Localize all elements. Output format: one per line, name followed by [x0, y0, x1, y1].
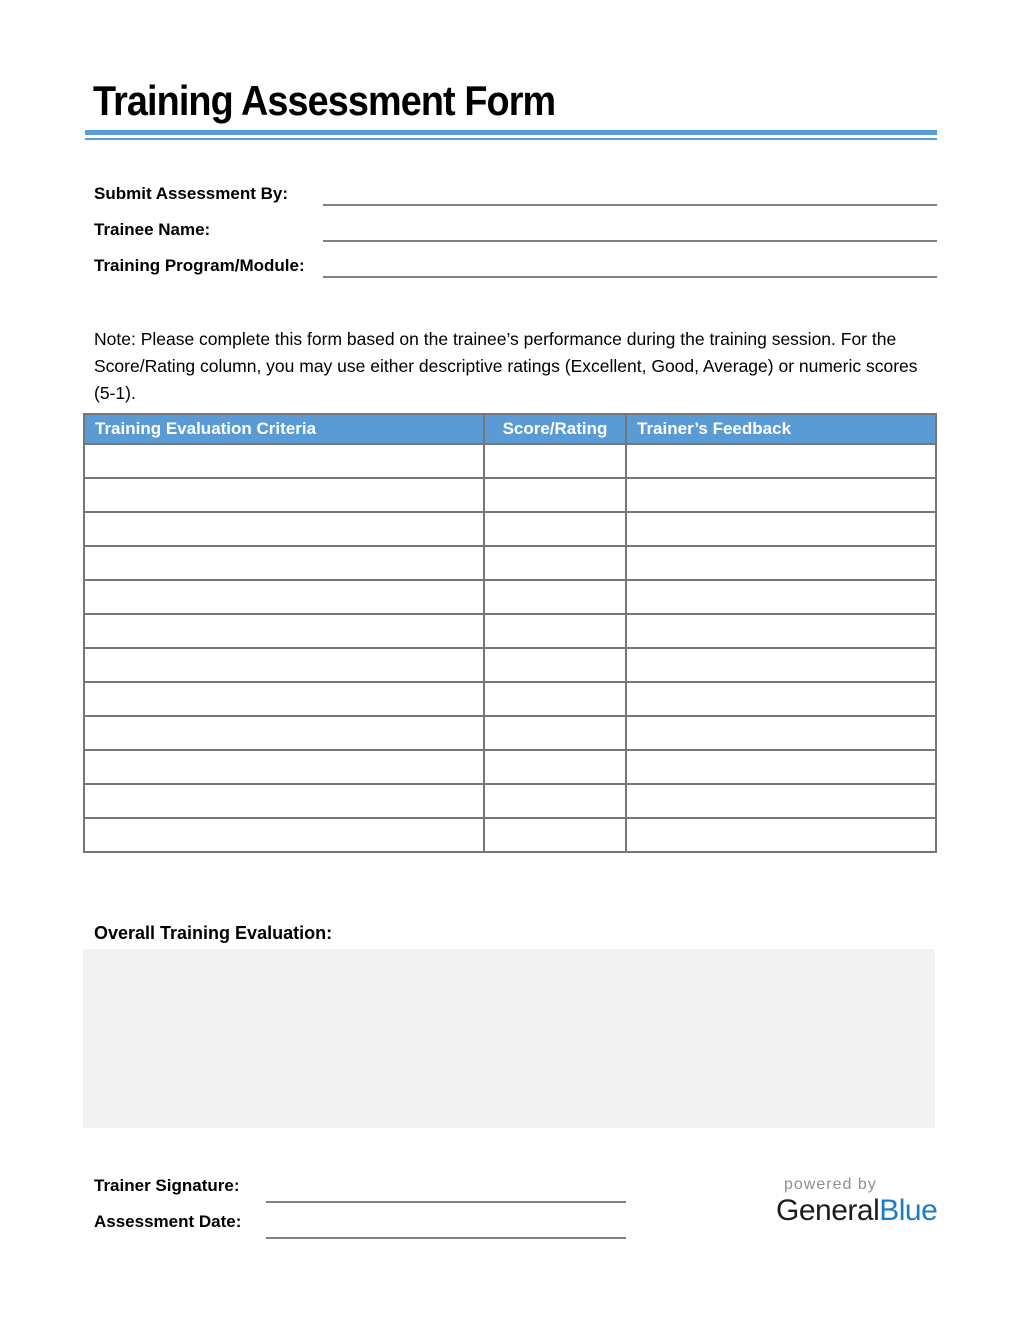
table-row	[84, 682, 936, 716]
table-cell[interactable]	[626, 614, 936, 648]
table-cell[interactable]	[626, 580, 936, 614]
assessment-date-label: Assessment Date:	[94, 1212, 242, 1231]
title-divider-thick	[85, 130, 937, 135]
table-cell[interactable]	[484, 648, 626, 682]
table-cell[interactable]	[484, 682, 626, 716]
table-cell[interactable]	[84, 648, 484, 682]
table-cell[interactable]	[626, 682, 936, 716]
table-cell[interactable]	[626, 512, 936, 546]
table-row	[84, 750, 936, 784]
overall-evaluation-box[interactable]	[83, 949, 935, 1128]
note-text: Note: Please complete this form based on the trainee’s performance during the training session. For the Score/Rating column, you may use either descriptive ratings (Excellent, Good, Average) or numeric scores (5-1).	[94, 329, 918, 403]
overall-evaluation-label: Overall Training Evaluation:	[94, 923, 333, 943]
table-cell[interactable]	[84, 512, 484, 546]
table-cell[interactable]	[484, 512, 626, 546]
trainer-signature-line[interactable]	[266, 1201, 626, 1203]
brand-accent-text: Blue	[879, 1194, 938, 1227]
table-cell[interactable]	[626, 546, 936, 580]
table-cell[interactable]	[484, 580, 626, 614]
table-cell[interactable]	[484, 750, 626, 784]
table-header-row	[84, 414, 936, 444]
table-row	[84, 648, 936, 682]
table-row	[84, 784, 936, 818]
training-program-line[interactable]	[323, 276, 937, 278]
table-cell[interactable]	[84, 818, 484, 852]
table-cell[interactable]	[84, 546, 484, 580]
table-row	[84, 546, 936, 580]
table-cell[interactable]	[484, 614, 626, 648]
trainee-name-line[interactable]	[323, 240, 937, 242]
trainee-name-label: Trainee Name:	[94, 220, 211, 239]
training-program-label: Training Program/Module:	[94, 256, 305, 275]
table-row	[84, 512, 936, 546]
table-cell[interactable]	[84, 614, 484, 648]
table-row	[84, 478, 936, 512]
table-cell[interactable]	[84, 682, 484, 716]
table-cell[interactable]	[84, 750, 484, 784]
table-cell[interactable]	[626, 648, 936, 682]
page-title: Training Assessment Form	[93, 77, 556, 124]
column-header-feedback: Trainer’s Feedback	[626, 414, 936, 444]
assessment-date-line[interactable]	[266, 1237, 626, 1239]
table-cell[interactable]	[484, 444, 626, 478]
table-cell[interactable]	[484, 784, 626, 818]
table-cell[interactable]	[484, 478, 626, 512]
table-row	[84, 614, 936, 648]
table-cell[interactable]	[626, 818, 936, 852]
title-divider-thin	[85, 138, 937, 140]
table-row	[84, 818, 936, 852]
table-cell[interactable]	[84, 580, 484, 614]
table-cell[interactable]	[84, 784, 484, 818]
table-row	[84, 580, 936, 614]
brand-primary-text: General	[776, 1194, 880, 1227]
generalblue-logo	[776, 1194, 937, 1228]
powered-by-text: powered by	[784, 1176, 877, 1193]
evaluation-table-body	[84, 444, 936, 852]
table-row	[84, 716, 936, 750]
column-header-score: Score/Rating	[484, 414, 626, 444]
column-header-criteria: Training Evaluation Criteria	[84, 414, 484, 444]
trainer-signature-label: Trainer Signature:	[94, 1176, 240, 1195]
evaluation-table	[83, 413, 937, 853]
table-cell[interactable]	[626, 716, 936, 750]
table-cell[interactable]	[626, 478, 936, 512]
table-cell[interactable]	[626, 750, 936, 784]
table-cell[interactable]	[626, 784, 936, 818]
submit-assessment-by-line[interactable]	[323, 204, 937, 206]
table-cell[interactable]	[484, 818, 626, 852]
table-row	[84, 444, 936, 478]
table-cell[interactable]	[626, 444, 936, 478]
submit-assessment-by-label: Submit Assessment By:	[94, 184, 288, 203]
table-cell[interactable]	[484, 716, 626, 750]
table-cell[interactable]	[84, 716, 484, 750]
table-cell[interactable]	[84, 478, 484, 512]
table-cell[interactable]	[84, 444, 484, 478]
table-cell[interactable]	[484, 546, 626, 580]
